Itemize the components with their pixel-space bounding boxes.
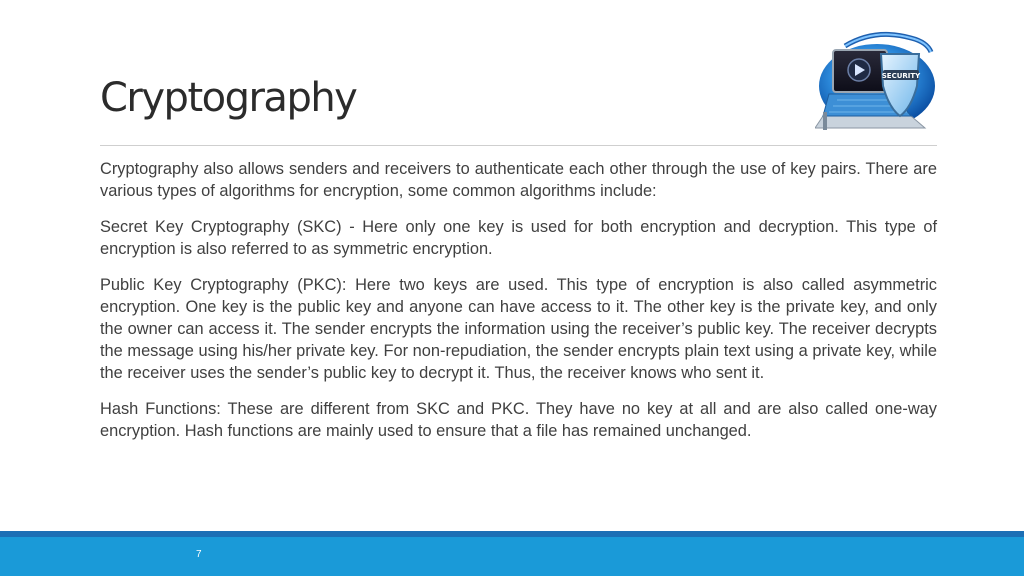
slide-body [100, 158, 937, 456]
page-number: 7 [196, 549, 202, 560]
svg-text:SECURITY: SECURITY [881, 72, 921, 80]
paragraph-pkc: Public Key Cryptography (PKC): Here two keys are used. This type of encryption is also called asymmetric encryption. One key is the public key and anyone can have access to it. The other key is the private key, and only the owner can access it. The sender encrypts the information using the receiver’s public key. The receiver decrypts the message using his/her private key. For non-repudiation, the sender encrypts plain text using a private key, while the receiver uses the sender’s public key to decrypt it. Thus, the receiver knows who sent it. [100, 276, 937, 382]
paragraph-skc: Secret Key Cryptography (SKC) - Here only one key is used for both encryption and decryption. This type of encryption is also referred to as symmetric encryption. [100, 218, 937, 258]
title-divider [100, 145, 937, 146]
paragraph-intro: Cryptography also allows senders and receivers to authenticate each other through the use of key pairs. There are various types of algorithms for encryption, some common algorithms include: [100, 160, 937, 200]
security-shield-laptop-icon [815, 24, 937, 132]
slide-title: Cryptography [100, 75, 357, 121]
paragraph-hash: Hash Functions: These are different from SKC and PKC. They have no key at all and are also called one-way encryption. Hash functions are mainly used to ensure that a file has remained unchanged. [100, 400, 937, 440]
footer-bar [0, 537, 1024, 576]
